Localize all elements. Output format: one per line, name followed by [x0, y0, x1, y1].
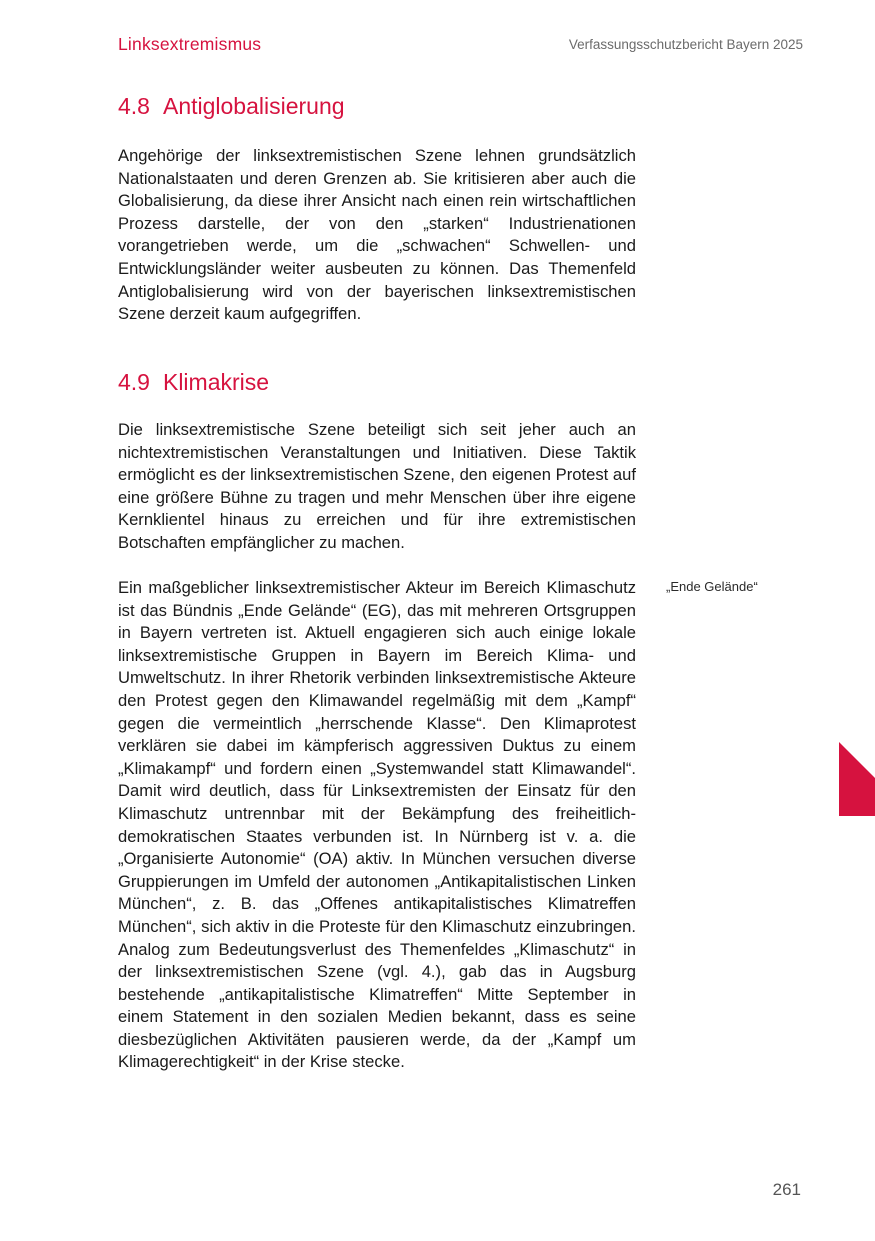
chapter-label: Linksextremismus [118, 34, 262, 54]
section-number: 4.8 [118, 93, 150, 119]
report-title: Verfassungsschutzbericht Bayern 2025 [568, 37, 803, 52]
chapter-thumb-tab [839, 742, 875, 816]
section-number: 4.9 [118, 369, 150, 395]
section-title: Klimakrise [162, 369, 270, 395]
page-number: 261 [772, 1180, 801, 1199]
margin-note: „Ende Gelände“ [666, 579, 758, 594]
section-heading-4-8 [118, 93, 345, 120]
body-paragraph: Die linksextremistische Szene beteiligt sich seit jeher auch an nichtextremistischen Veranstaltungen und Initiativen. Diese Taktik ermöglicht es der linksextremistischen Szene, den eigenen Protest auf eine größere Bühne zu tragen und mehr Menschen über ihre eigene Kernklientel hinaus zu erreichen und für ihre extremistischen Botschaften empfänglicher zu machen. [118, 420, 636, 552]
body-paragraph: Angehörige der linksextremistischen Szene lehnen grundsätzlich Nationalstaaten und deren Grenzen ab. Sie kritisieren aber auch die Globalisierung, da diese ihrer Ansicht nach einen rein wirtschaftlichen Prozess darstelle, der von den „starken“ Industrienationen vorangetrieben werde, um die „schwachen“ Schwellen- und Entwicklungsländer weiter ausbeuten zu können. Das Themenfeld Antiglobalisierung wird von der bayerischen linksextremistischen Szene derzeit kaum aufgegriffen. [118, 146, 636, 324]
section-heading-4-9 [118, 369, 269, 396]
section-title: Antiglobalisierung [162, 93, 345, 119]
body-paragraph: Ein maßgeblicher linksextremistischer Akteur im Bereich Klimaschutz ist das Bündnis „Ende Gelände“ (EG), das mit mehreren Ortsgruppen in Bayern vertreten ist. Aktuell engagieren sich auch einige lokale linksextremistische Gruppen in Bayern im Bereich Klima- und Umweltschutz. In ihrer Rhetorik verbinden linksextremistische Akteure den Protest gegen den Klimawandel regelmäßig mit dem „Kampf“ gegen die vermeintlich „herrschende Klasse“. Den Klimaprotest verklären sie dabei im kämpferisch aggressiven Duktus zu einem „Klimakampf“ und fordern einen „Systemwandel statt Klimawandel“. Damit wird deutlich, dass für Linksextremisten der Einsatz für den Klimaschutz untrennbar mit der Bekämpfung des freiheitlich-demokratischen Staates verbunden ist. In Nürnberg ist v. a. die „Organisierte Autonomie“ (OA) aktiv. In München versuchen diverse Gruppierungen im Umfeld der autonomen „Antikapitalistischen Linken München“, z. B. das „Offenes antikapitalistisches Klimatreffen München“, sich aktiv in die Proteste für den Klimaschutz einzubringen. Analog zum Bedeutungsverlust des Themenfeldes „Klimaschutz“ in der linksextremistischen Szene (vgl. 4.), gab das in Augsburg bestehende „antikapitalistische Klimatreffen“ Mitte September in einem Statement in den sozialen Medien bekannt, dass es seine diesbezüglichen Aktivitäten pausieren werde, da der „Kampf um Klimagerechtigkeit“ in der Krise stecke. [118, 578, 636, 1072]
